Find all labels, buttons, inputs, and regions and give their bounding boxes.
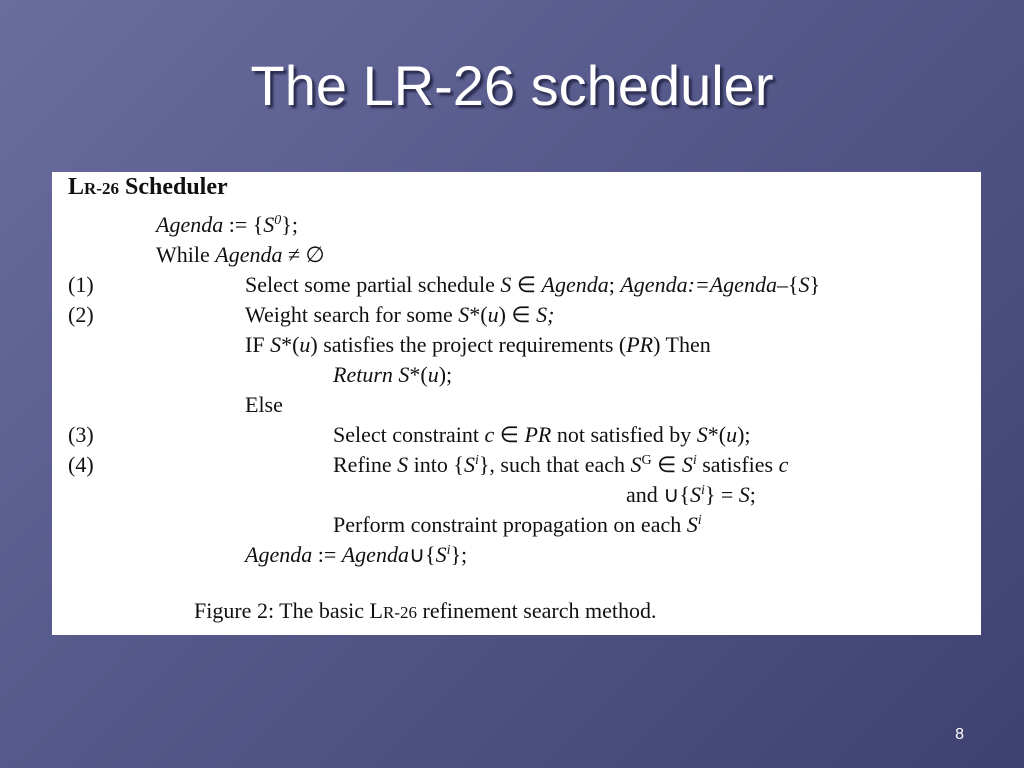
line-if: IF S*(u) satisfies the project requirements (PR) Then — [245, 332, 711, 357]
line-while: While Agenda ≠ ∅ — [156, 242, 325, 267]
line-step-3: Select constraint c ∈ PR not satisfied by S*(u); — [333, 422, 751, 447]
step-number-3: (3) — [68, 422, 94, 447]
figure-heading: LR-26 Scheduler — [68, 174, 228, 200]
line-step-4: Refine S into $\{S^i\}$, such that each $S^G$ ∈ $S^i$ satisfies c — [333, 452, 789, 477]
line-propagate: Perform constraint propagation on each $S^i$ — [333, 512, 702, 537]
line-and-union: and $\cup\{S^i\} = S$; — [626, 482, 756, 507]
line-agenda-init: Agenda := $\{S^0\}$; — [156, 212, 298, 237]
slide-title: The LR-26 scheduler — [250, 54, 774, 117]
figure-caption: Figure 2: The basic LR-26 refinement search method. — [194, 598, 657, 623]
line-return: Return S*(u); — [333, 362, 453, 387]
line-step-1: Select some partial schedule S ∈ Agenda; Agenda:=Agenda–{S} — [245, 272, 821, 297]
step-number-4: (4) — [68, 452, 94, 477]
step-number-2: (2) — [68, 302, 94, 327]
algorithm-figure — [52, 172, 981, 635]
line-agenda-update: Agenda := $Agenda\cup\{S^i\}$; — [245, 542, 468, 567]
line-else: Else — [245, 392, 283, 417]
line-step-2: Weight search for some S*(u) ∈ S; — [245, 302, 555, 327]
page-number: 8 — [955, 726, 964, 743]
step-number-1: (1) — [68, 272, 94, 297]
